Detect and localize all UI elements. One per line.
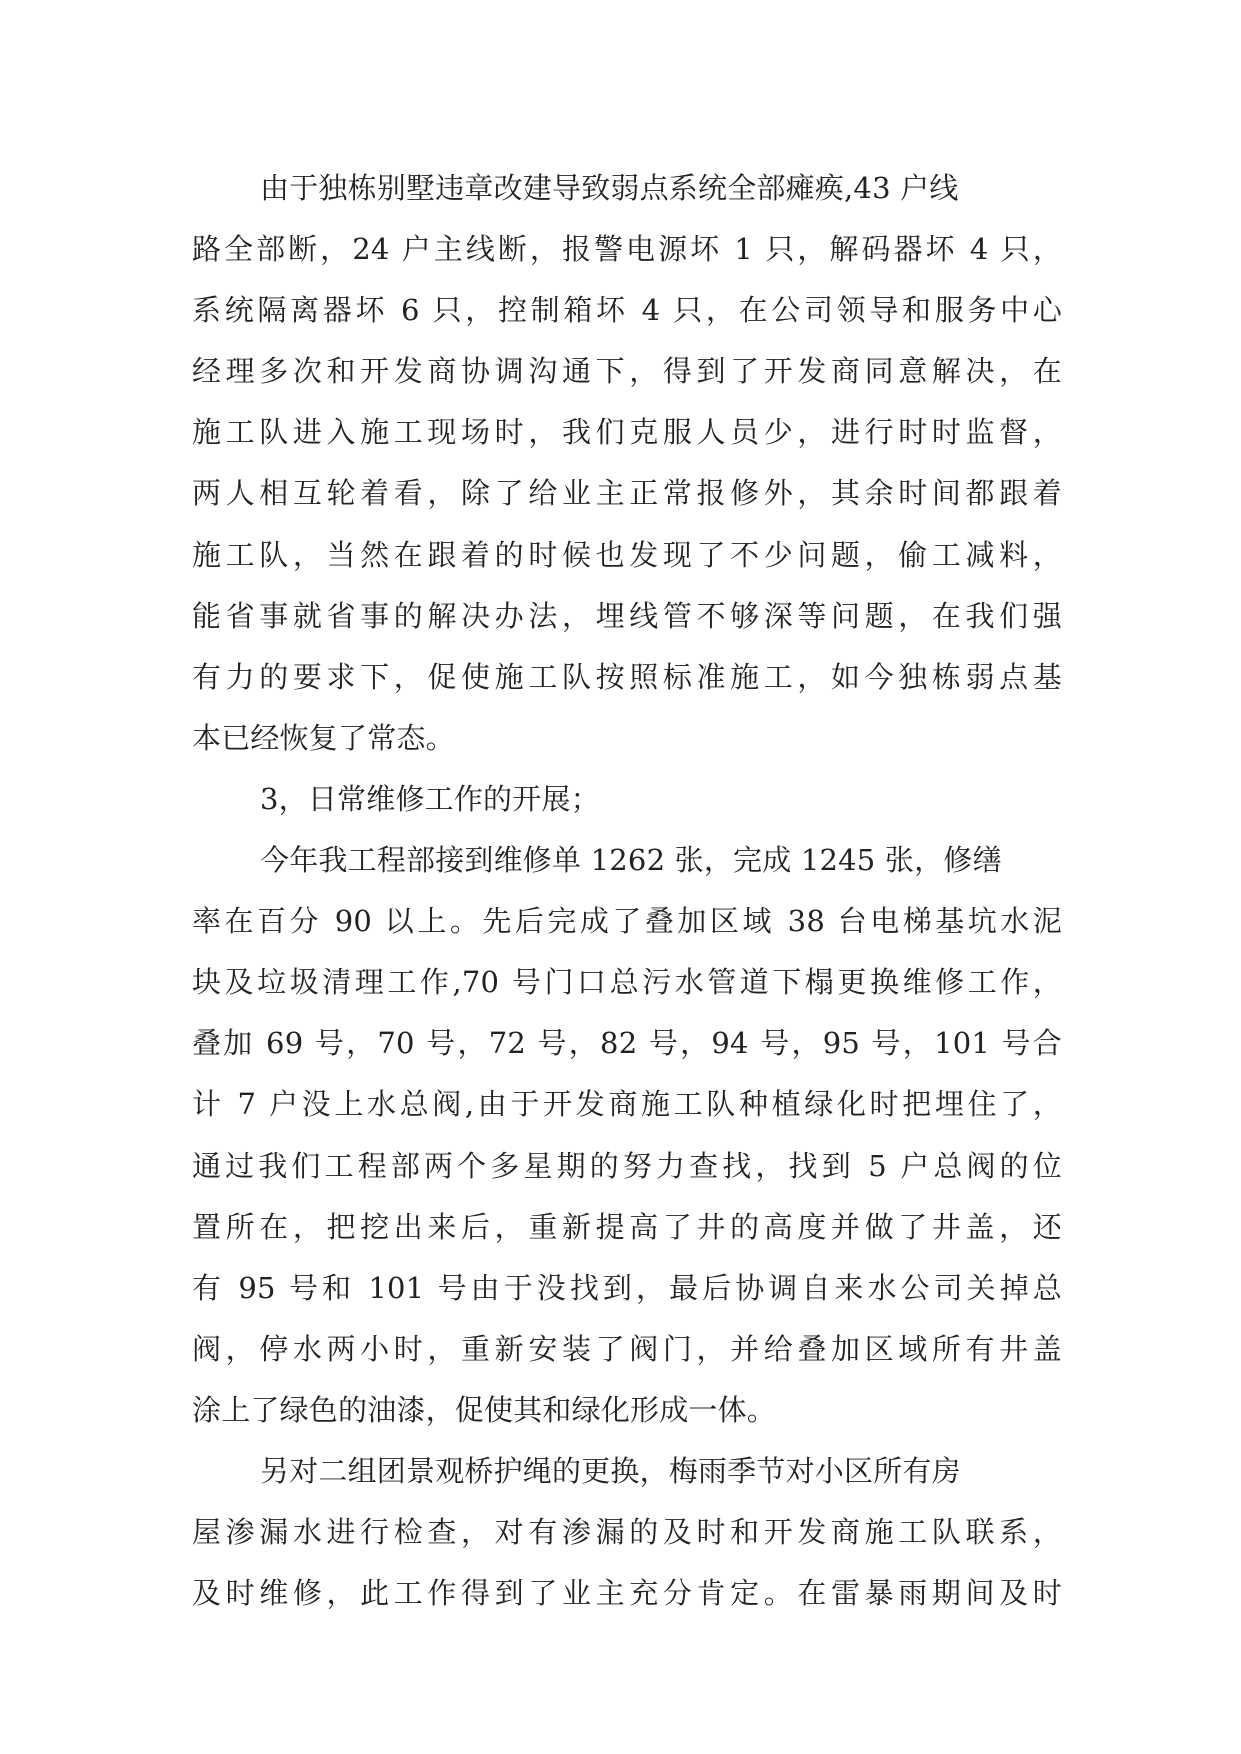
paragraph-line: 另对二组团景观桥护绳的更换，梅雨季节对小区所有房 [260,1453,961,1488]
paragraph-line: 本已经恢复了常态。 [192,720,455,755]
paragraph-line: 及时维修，此工作得到了业主充分肯定。在雷暴雨期间及时 [192,1576,1062,1611]
paragraph-line: 置所在，把挖出来后，重新提高了井的高度并做了井盖，还 [192,1209,1062,1244]
paragraph-line: 施工队进入施工现场时，我们克服人员少，进行时时监督， [192,415,1062,450]
paragraph-line: 经理多次和开发商协调沟通下，得到了开发商同意解决，在 [192,354,1062,389]
body-text [192,158,1062,1624]
paragraph-line: 涂上了绿色的油漆，促使其和绿化形成一体。 [192,1392,777,1427]
paragraph-line: 路全部断，24 户主线断，报警电源坏 1 只，解码器坏 4 只， [192,232,1062,267]
paragraph-line: 有力的要求下，促使施工队按照标准施工，如今独栋弱点基 [192,659,1062,694]
paragraph-line: 阀，停水两小时，重新安装了阀门，并给叠加区域所有井盖 [192,1331,1062,1366]
paragraph-line: 施工队，当然在跟着的时候也发现了不少问题，偷工减料， [192,537,1062,572]
paragraph-line: 计 7 户没上水总阀,由于开发商施工队种植绿化时把埋住了， [192,1087,1062,1122]
paragraph-line: 由于独栋别墅违章改建导致弱点系统全部瘫痪,43 户线 [260,171,959,205]
section-heading: 3，日常维修工作的开展； [260,781,600,816]
paragraph-line: 块及垃圾清理工作,70 号门口总污水管道下榻更换维修工作， [192,965,1062,1000]
paragraph-line: 屋渗漏水进行检查，对有渗漏的及时和开发商施工队联系， [192,1515,1062,1550]
paragraph-line: 有 95 号和 101 号由于没找到，最后协调自来水公司关掉总 [192,1270,1062,1305]
paragraph-line: 通过我们工程部两个多星期的努力查找，找到 5 户总阀的位 [192,1148,1062,1183]
paragraph-line: 今年我工程部接到维修单 1262 张，完成 1245 张，修缮 [260,843,1002,878]
paragraph-line: 叠加 69 号，70 号，72 号，82 号，94 号，95 号，101 号合 [192,1026,1062,1061]
paragraph-line: 率在百分 90 以上。先后完成了叠加区域 38 台电梯基坑水泥 [192,904,1062,939]
paragraph-line: 两人相互轮着看，除了给业主正常报修外，其余时间都跟着 [192,476,1062,511]
paragraph-line: 系统隔离器坏 6 只，控制箱坏 4 只，在公司领导和服务中心 [192,293,1062,328]
paragraph-line: 能省事就省事的解决办法，埋线管不够深等问题，在我们强 [192,598,1062,633]
